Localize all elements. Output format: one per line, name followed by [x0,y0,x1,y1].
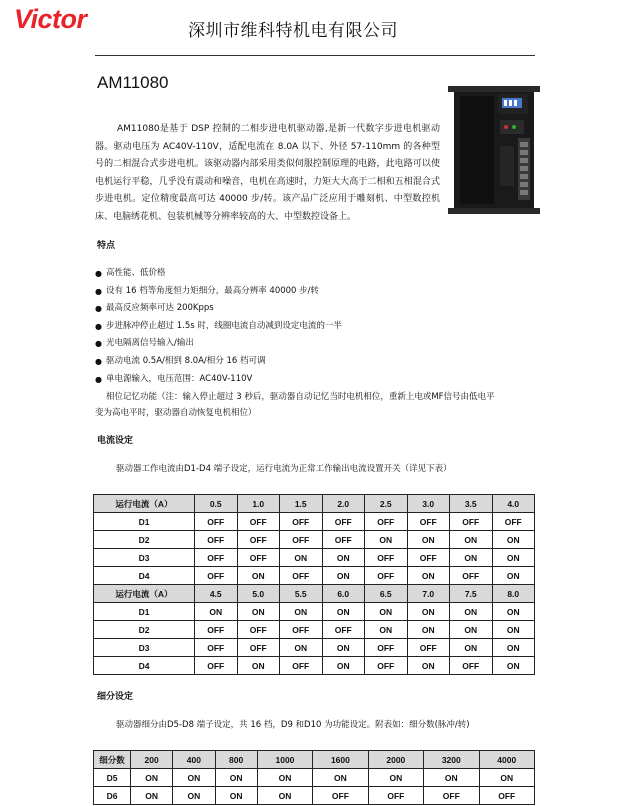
bullet-icon: ● [95,374,102,384]
list-item: ● 最高反应频率可达 200Kpps [95,300,535,318]
table-cell: ON [280,639,323,657]
bullet-icon: ● [95,286,102,296]
table-cell: OFF [365,549,408,567]
microstep-setting-description: 驱动器细分由D5-D8 端子设定，共 16 档，D9 和D10 为功能设定。附表如：细分数(脉冲/转) [116,720,470,730]
table-cell: ON [407,567,450,585]
header-cell: 400 [173,751,215,769]
header-cell: 4.5 [195,585,238,603]
table-header-row [94,495,535,513]
table-cell: ON [492,531,535,549]
table-cell: OFF [195,513,238,531]
header-cell: 2000 [368,751,423,769]
table-cell: ON [492,603,535,621]
table-cell: ON [322,657,365,675]
driver-product-image [448,86,540,214]
table-cell: ON [492,639,535,657]
list-item: ● 高性能、低价格 [95,265,535,283]
table-row [94,621,535,639]
list-item: ● 光电隔离信号输入/输出 [95,335,535,353]
table-cell: OFF [195,639,238,657]
table-cell: ON [407,531,450,549]
table-cell: ON [479,769,535,787]
table-cell: OFF [280,621,323,639]
table-cell: OFF [237,531,280,549]
header-cell: 3.0 [407,495,450,513]
header-cell: 5.5 [280,585,323,603]
table-row [94,787,535,805]
table-cell: ON [492,621,535,639]
table-cell: OFF [322,513,365,531]
table-cell: ON [492,657,535,675]
header-cell: 6.5 [365,585,408,603]
table-cell: OFF [280,531,323,549]
header-cell: 1.0 [237,495,280,513]
table-cell: ON [215,787,257,805]
table-cell: ON [407,621,450,639]
table-cell: ON [237,603,280,621]
table-cell: ON [492,549,535,567]
header-cell: 200 [131,751,173,769]
company-name: 深圳市维科特机电有限公司 [188,21,398,41]
row-label: D1 [94,603,195,621]
header-cell: 1000 [257,751,312,769]
table-cell: OFF [450,657,493,675]
table-cell: ON [215,769,257,787]
bullet-icon: ● [95,321,102,331]
table-cell: OFF [322,531,365,549]
row-label: D2 [94,621,195,639]
table-cell: OFF [195,567,238,585]
current-setting-table [93,494,535,675]
row-label: D1 [94,513,195,531]
table-cell: OFF [424,787,479,805]
table-cell: ON [237,657,280,675]
table-cell: ON [131,769,173,787]
header-cell: 0.5 [195,495,238,513]
table-cell: ON [322,567,365,585]
table-cell: ON [313,769,368,787]
header-cell: 3200 [424,751,479,769]
microstep-setting-heading: 细分设定 [97,692,134,702]
list-item: ● 单电源输入，电压范围：AC40V-110V [95,371,535,389]
current-setting-description: 驱动器工作电流由D1-D4 端子设定，运行电流为正常工作输出电流设置开关（详见下表） [116,464,452,474]
table-cell: OFF [479,787,535,805]
current-setting-heading: 电流设定 [97,436,134,446]
header-cell: 2.0 [322,495,365,513]
header-cell: 8.0 [492,585,535,603]
row-label: D5 [94,769,131,787]
list-item: ● 步进脉冲停止超过 1.5s 时，线圈电流自动减到设定电流的一半 [95,318,535,336]
table-header-row [94,751,535,769]
table-cell: ON [450,639,493,657]
list-item: ● 设有 16 档等角度恒力矩细分，最高分辨率 40000 步/转 [95,283,535,301]
table-cell: ON [280,603,323,621]
table-cell: ON [195,603,238,621]
table-header-row [94,585,535,603]
table-row [94,657,535,675]
header-cell: 4.0 [492,495,535,513]
header-cell: 800 [215,751,257,769]
table-cell: OFF [492,513,535,531]
header-cell: 细分数 [94,751,131,769]
row-label: D2 [94,531,195,549]
table-cell: OFF [450,567,493,585]
table-cell: OFF [365,513,408,531]
row-label: D4 [94,657,195,675]
table-cell: ON [450,621,493,639]
table-row [94,567,535,585]
table-cell: ON [322,639,365,657]
row-label: D3 [94,639,195,657]
header-cell: 7.5 [450,585,493,603]
table-cell: OFF [195,531,238,549]
product-model-title: AM11080 [97,73,169,92]
table-cell: OFF [365,639,408,657]
table-cell: OFF [280,657,323,675]
table-cell: ON [365,603,408,621]
table-row [94,769,535,787]
table-cell: OFF [237,549,280,567]
table-cell: OFF [237,639,280,657]
microstep-setting-table [93,750,535,805]
table-cell: ON [407,657,450,675]
table-cell: ON [131,787,173,805]
bullet-icon: ● [95,269,102,278]
header-cell: 7.0 [407,585,450,603]
table-row [94,603,535,621]
table-cell: OFF [450,513,493,531]
table-cell: ON [237,567,280,585]
table-cell: OFF [280,513,323,531]
table-cell: OFF [407,639,450,657]
table-cell: OFF [195,621,238,639]
table-cell: ON [424,769,479,787]
table-cell: ON [257,769,312,787]
header-cell: 6.0 [322,585,365,603]
table-cell: OFF [195,549,238,567]
bullet-icon: ● [95,356,102,366]
header-cell: 4000 [479,751,535,769]
product-intro: AM11080是基于 DSP 控制的二相步进电机驱动器,是新一代数字步进电机驱动器。驱动电压为 AC40V-110V，适配电流在 8.0A 以下、外径 57-110mm 的各种型号的二相混合式步进电机。该驱动器内部采用类似伺服控制原理的电路，此电路可以使电机运行平稳，几乎没有震动和噪音，电机在高速时，力矩大大高于二相和五相混合式步进电机。定位精度最高可达 40000 步/转。该产品广泛应用于雕刻机、中型数控机床、电脑绣花机、包装机械等分辨率较高的大、中型数控设备上。 [95,124,440,222]
header-cell: 1.5 [280,495,323,513]
row-label: D6 [94,787,131,805]
table-cell: OFF [280,567,323,585]
list-item: 相位记忆功能（注：输入停止超过 3 秒后，驱动器自动记忆当时电机相位，重新上电或MF信号由低电平 变为高电平时，驱动器自动恢复电机相位） [95,392,495,419]
table-cell: ON [407,603,450,621]
header-cell: 运行电流（A） [94,585,195,603]
table-cell: OFF [313,787,368,805]
table-row [94,513,535,531]
header-cell: 2.5 [365,495,408,513]
table-cell: ON [368,769,423,787]
company-logo: Victor [14,4,87,34]
table-cell: ON [173,787,215,805]
table-cell: OFF [365,657,408,675]
table-cell: OFF [322,621,365,639]
table-cell: ON [450,603,493,621]
table-cell: ON [450,549,493,567]
table-cell: OFF [237,621,280,639]
table-cell: ON [322,549,365,567]
table-cell: OFF [407,513,450,531]
table-cell: ON [365,621,408,639]
features-heading: 特点 [97,241,116,251]
table-cell: ON [257,787,312,805]
row-label: D4 [94,567,195,585]
table-cell: OFF [368,787,423,805]
header-cell: 1600 [313,751,368,769]
table-cell: ON [492,567,535,585]
header-cell: 3.5 [450,495,493,513]
header-cell: 5.0 [237,585,280,603]
table-cell: OFF [195,657,238,675]
bullet-icon: ● [95,339,102,349]
table-cell: OFF [365,567,408,585]
table-row [94,531,535,549]
bullet-icon: ● [95,304,102,314]
table-row [94,549,535,567]
table-cell: ON [365,531,408,549]
table-cell: ON [322,603,365,621]
features-list [95,265,535,421]
table-cell: OFF [237,513,280,531]
row-label: D3 [94,549,195,567]
table-cell: ON [280,549,323,567]
header-cell: 运行电流（A） [94,495,195,513]
table-cell: OFF [407,549,450,567]
header-divider [95,55,535,56]
table-cell: ON [173,769,215,787]
list-item: ● 驱动电流 0.5A/相到 8.0A/相分 16 档可调 [95,353,535,371]
table-row [94,639,535,657]
table-cell: ON [450,531,493,549]
